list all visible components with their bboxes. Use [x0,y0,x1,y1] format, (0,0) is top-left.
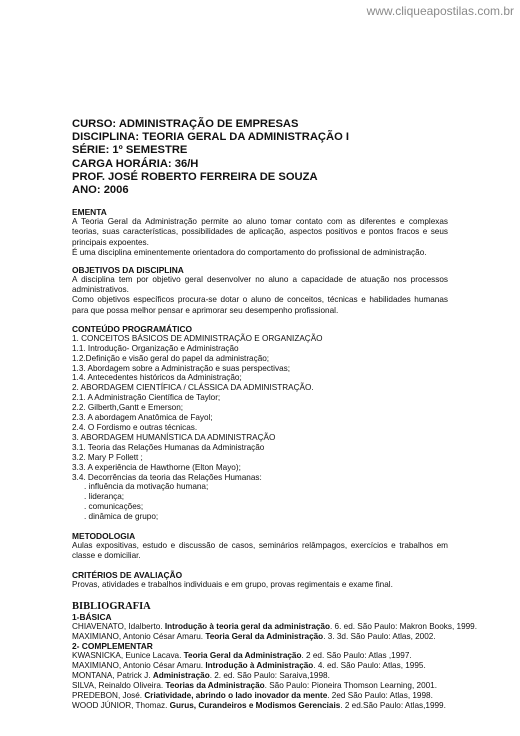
program-item: 3.1. Teoria das Relações Humanas da Administração [72,442,265,452]
bibliography-entry: MAXIMIANO, Antonio César Amaru. Teoria Geral da Administração. 3. 3d. São Paulo: Atlas, 2002. [72,631,436,641]
program-item: 1.3. Abordagem sobre a Administração e suas perspectivas; [72,363,290,373]
ementa-paragraph-1: A Teoria Geral da Administração permite ao aluno tomar contato com as diferentes e complexas teorias, suas características, possibilidades de aplicação, aspectos positivos e pontos fracos e seus principais expoentes. [72,217,448,247]
bibliography-entry: CHIAVENATO, Idalberto. Introdução à teoria geral da administração. 6. ed. São Paulo: Makron Books, 1999. [72,621,478,631]
series-line: SÉRIE: 1º SEMESTRE [72,144,188,157]
program-item: 1.2.Definição e visão geral do papel da administração; [72,353,270,363]
program-subitem: . dinâmica de grupo; [84,512,159,522]
program-item: 1.4. Antecedentes históricos da Administração; [72,373,242,383]
avaliacao-title: CRITÉRIOS DE AVALIAÇÃO [72,570,183,581]
bibliografia-complementar-title: 2- COMPLEMENTAR [72,641,153,652]
program-item: 2. ABORDAGEM CIENTÍFICA / CLÁSSICA DA ADMINISTRAÇÃO. [72,383,314,393]
program-item: 1.1. Introdução- Organização e Administração [72,343,239,353]
bibliography-entry: MAXIMIANO, Antonio César Amaru. Introdução à Administração. 4. ed. São Paulo: Atlas, 1995. [72,661,426,671]
program-item: 3.4. Decorrências da teoria das Relações Humanas: [72,472,262,482]
bibliografia-title: BIBLIOGRAFIA [72,600,151,612]
program-item: 3.3. A experiência de Hawthorne (Elton Mayo); [72,462,241,472]
metodologia-paragraph: Aulas expositivas, estudo e discussão de casos, seminários relâmpagos, exercícios e trabalhos em classe e domiciliar. [72,541,448,561]
metodologia-title: METODOLOGIA [72,531,136,542]
program-item: 2.3. A abordagem Anatômica de Fayol; [72,413,213,423]
year-line: ANO: 2006 [72,184,129,197]
objetivos-section [72,265,448,316]
program-item: 3. ABORDAGEM HUMANÍSTICA DA ADMINISTRAÇÃO [72,432,276,442]
bibliography-entry: PREDEBON, José. Criatividade, abrindo o lado inovador da mente. 2ed São Paulo: Atlas, 1998. [72,691,433,701]
bibliography-entry: SILVA, Reinaldo Oliveira. Teorias da Administração. São Paulo: Pioneira Thomson Learning, 2001. [72,681,438,691]
document-body [72,118,478,711]
bibliography-entry: KWASNICKA, Eunice Lacava. Teoria Geral da Administração. 2 ed. São Paulo: Atlas ,1997. [72,651,412,661]
ementa-paragraph-2: É uma disciplina eminentemente orientadora do comportamento do profissional de administração. [72,247,427,257]
objetivos-title: OBJETIVOS DA DISCIPLINA [72,265,184,276]
program-subitem: . comunicações; [84,502,144,512]
program-item: 2.4. O Fordismo e outras técnicas. [72,423,198,432]
bibliography-entry: WOOD JÚNIOR, Thomaz. Gurus, Curandeiros e Modismos Gerenciais. 2 ed.São Paulo: Atlas,1999. [72,701,446,711]
discipline-line: DISCIPLINA: TEORIA GERAL DA ADMINISTRAÇÃO I [72,131,349,144]
ementa-title: EMENTA [72,207,107,218]
professor-line: PROF. JOSÉ ROBERTO FERREIRA DE SOUZA [72,170,318,183]
conteudo-section [72,324,448,522]
ementa-section [72,207,448,258]
program-subitem: . influência da motivação humana; [84,482,209,492]
program-item: 2.2. Gilberth,Gantt e Emerson; [72,403,184,413]
objetivos-paragraph-1: A disciplina tem por objetivo geral desenvolver no aluno a capacidade de atuação nos processos administrativos. [72,275,448,295]
bibliografia-section [72,600,478,711]
avaliacao-section [72,570,448,590]
program-item: 2.1. A Administração Científica de Taylor; [72,393,221,403]
program-item: 1. CONCEITOS BÁSICOS DE ADMINISTRAÇÃO E ORGANIZAÇÃO [72,333,323,343]
workload-line: CARGA HORÁRIA: 36/H [72,157,199,170]
site-watermark: www.cliqueapostilas.com.br [366,4,514,18]
course-line: CURSO: ADMINISTRAÇÃO DE EMPRESAS [72,118,299,130]
conteudo-title: CONTEÚDO PROGRAMÁTICO [72,323,193,334]
program-subitem: . liderança; [84,492,125,502]
bibliography-entry: MONTANA, Patrick J. Administração. 2. ed. São Paulo: Saraiva,1998. [72,671,330,681]
course-header [72,118,448,197]
avaliacao-paragraph: Provas, atividades e trabalhos individuais e em grupo, provas regimentais e exame final. [72,580,393,590]
objetivos-paragraph-2: Como objetivos específicos procura-se dotar o aluno de conceitos, técnicas e habilidades humanas para que possa melhor pensar e aprimorar seu desempenho profissional. [72,295,448,315]
bibliografia-basica-title: 1-BÁSICA [72,611,112,622]
metodologia-section [72,531,448,561]
program-item: 3.2. Mary P Follett ; [72,452,143,462]
